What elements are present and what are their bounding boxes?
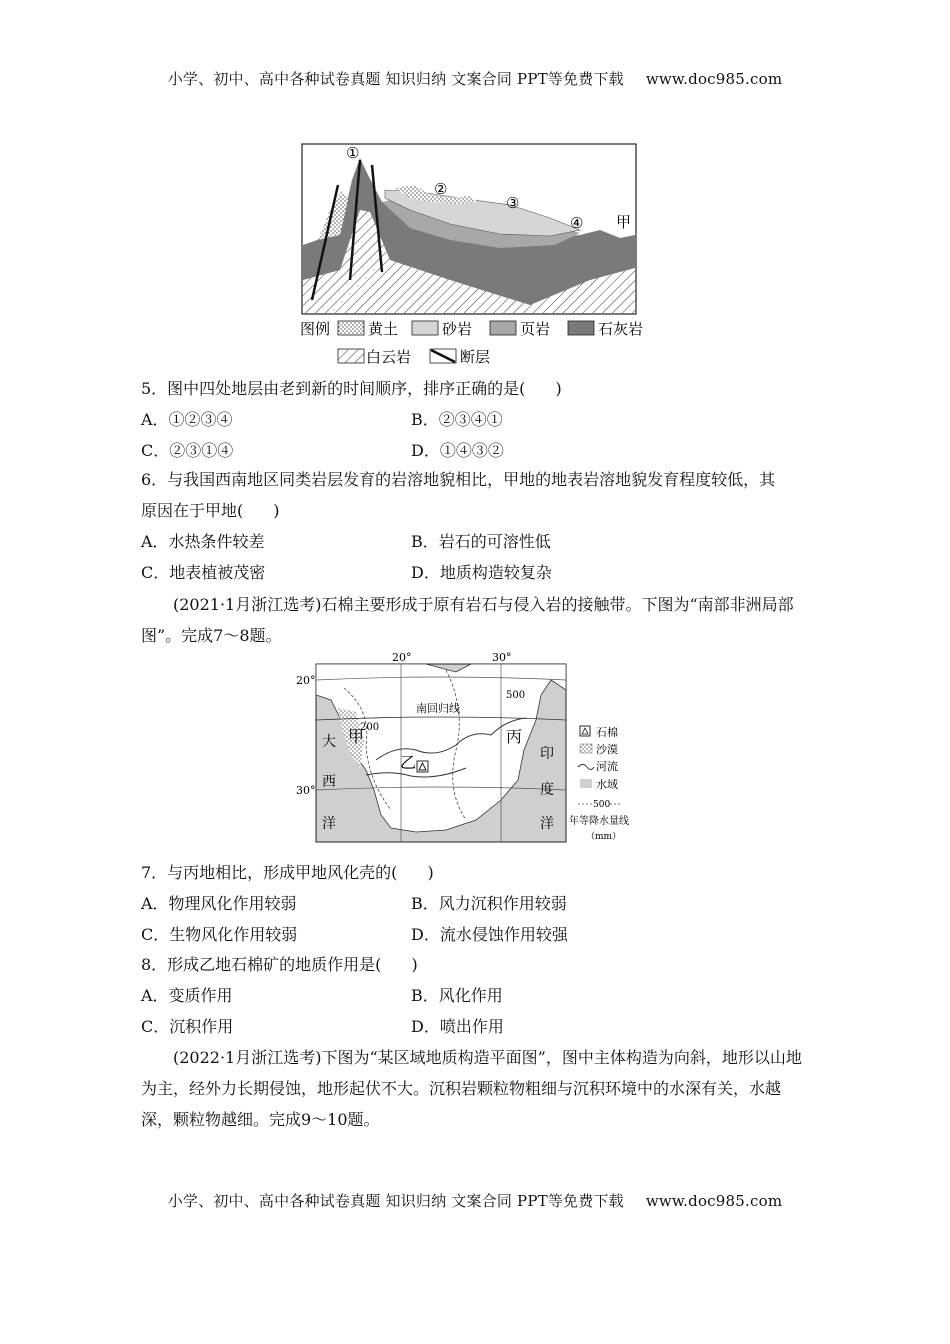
marker-3: ③ (506, 194, 520, 212)
ocean-label: 大 (322, 734, 336, 750)
header-text: 小学、初中、高中各种试卷真题 知识归纳 文案合同 PPT等免费下载 (167, 70, 624, 88)
legend-swatch-loess (338, 321, 364, 335)
option-d: D．①④③② (411, 441, 504, 460)
option-a: A．水热条件较差 (141, 532, 265, 551)
lon-label-30: 30° (492, 651, 512, 664)
lat-label-20: 20° (296, 674, 316, 687)
marker-1: ① (346, 144, 360, 162)
ocean-label: 西 (322, 774, 336, 790)
ocean-label: 印 (540, 746, 554, 762)
intro-text: (2021·1月浙江选考)石棉主要形成于原有岩石与侵入岩的接触带。下图为“南部非洲局部图”。完成7～8题。 (141, 595, 794, 645)
lon-label-20: 20° (392, 651, 412, 664)
legend-iso-unit: （mm） (586, 832, 622, 842)
tropic-label: 南回归线 (416, 702, 460, 715)
option-d: D．流水侵蚀作用较强 (411, 925, 568, 944)
legend-label: 黄土 (368, 320, 399, 338)
legend-swatch-limestone (568, 321, 594, 335)
isohyet-label-200: 200 (360, 722, 380, 733)
option-c: C．②③①④ (141, 441, 234, 460)
question-6-line2 (141, 499, 280, 523)
legend-label: 页岩 (520, 320, 551, 338)
option-a: A．①②③④ (141, 410, 233, 429)
legend-label: 沙漠 (596, 743, 618, 756)
lat-label-30: 30° (296, 784, 316, 797)
geologic-cross-section-figure (300, 140, 645, 370)
page-footer (0, 1190, 950, 1211)
intro-paragraph-1 (141, 589, 811, 651)
isohyet-label-500: 500 (506, 690, 526, 701)
question-close: ) (411, 955, 418, 974)
option-d: D．喷出作用 (411, 1017, 504, 1036)
place-jia: 甲 (616, 213, 632, 231)
place-bing: 丙 (506, 727, 523, 746)
ocean-label: 洋 (322, 816, 336, 832)
footer-url: www.doc985.com (645, 1192, 783, 1210)
option-a: A．物理风化作用较弱 (141, 894, 297, 913)
option-b: B．岩石的可溶性低 (411, 532, 551, 551)
legend-swatch-shale (490, 321, 516, 335)
option-b: B．风力沉积作用较弱 (411, 894, 567, 913)
ocean-label: 度 (540, 782, 554, 798)
legend-iso-value: 500 (593, 800, 611, 810)
place-yi: 乙 (400, 753, 417, 772)
option-a: A．变质作用 (141, 986, 233, 1005)
legend-swatch-dolomite (338, 349, 364, 363)
legend-desert-swatch (580, 744, 592, 753)
legend-water-swatch (580, 779, 592, 788)
question-stem: 7．与丙地相比，形成甲地风化壳的( (141, 863, 398, 882)
legend-label: 砂岩 (442, 320, 473, 338)
question-close: ) (273, 501, 280, 520)
question-stem: 5．图中四处地层由老到新的时间顺序，排序正确的是( (141, 379, 526, 398)
ocean-label: 洋 (540, 816, 554, 832)
question-close: ) (555, 379, 562, 398)
legend-label: 石灰岩 (598, 320, 644, 338)
place-jia: 甲 (348, 727, 365, 746)
legend-swatch-sandstone (412, 321, 438, 335)
legend-label: 白云岩 (366, 348, 412, 366)
option-c: C．地表植被茂密 (141, 563, 266, 582)
option-b: B．②③④① (411, 410, 503, 429)
question-stem: 8．形成乙地石棉矿的地质作用是( (141, 955, 382, 974)
marker-2: ② (434, 180, 448, 198)
southern-africa-map (296, 650, 656, 850)
question-5 (141, 377, 562, 401)
legend-label: 水域 (596, 778, 618, 791)
legend-label: 断层 (460, 348, 491, 366)
option-b: B．风化作用 (411, 986, 503, 1005)
intro-text: (2022·1月浙江选考)下图为“某区域地质构造平面图”，图中主体构造为向斜，地形以山地为主，经外力长期侵蚀，地形起伏不大。沉积岩颗粒物粗细与沉积环境中的水深有关，水越深，颗粒物越细。完成9～10题。 (141, 1048, 802, 1129)
question-8 (141, 953, 418, 977)
legend-label: 石棉 (596, 726, 618, 739)
question-7 (141, 861, 434, 885)
option-c: C．生物风化作用较弱 (141, 925, 298, 944)
question-stem: 原因在于甲地( (141, 501, 244, 520)
option-c: C．沉积作用 (141, 1017, 234, 1036)
question-6-line1: 6．与我国西南地区同类岩层发育的岩溶地貌相比，甲地的地表岩溶地貌发育程度较低，其 (141, 470, 776, 489)
legend-iso-label: 年等降水量线 (569, 816, 629, 827)
footer-text: 小学、初中、高中各种试卷真题 知识归纳 文案合同 PPT等免费下载 (167, 1192, 624, 1210)
legend-river-icon (578, 765, 594, 770)
question-close: ) (427, 863, 434, 882)
legend-label: 河流 (596, 760, 618, 773)
intro-paragraph-2 (141, 1042, 811, 1135)
header-url: www.doc985.com (645, 70, 783, 88)
option-d: D．地质构造较复杂 (411, 563, 552, 582)
page-header (0, 68, 950, 89)
legend-title: 图例 (300, 320, 331, 338)
marker-4: ④ (570, 214, 584, 232)
